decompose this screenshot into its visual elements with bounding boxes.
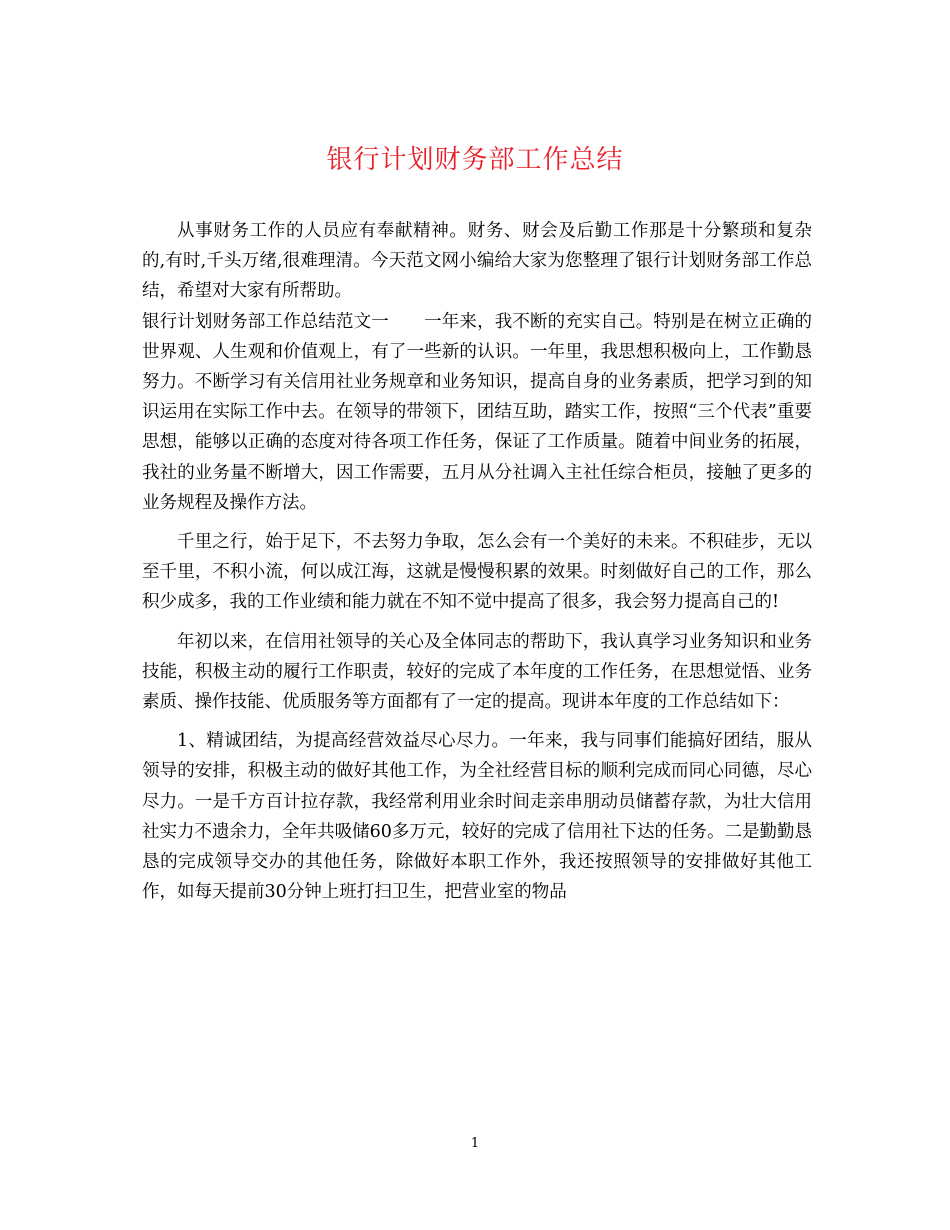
paragraph-sample-one: 银行计划财务部工作总结范文一 一年来，我不断的充实自己。特别是在树立正确的世界观、人生观和价值观上，有了一些新的认识。一年里，我思想积极向上，工作勤恳努力。不断学习有关信用社业务规章和业务知识，提高自身的业务素质，把学习到的知识运用在实际工作中去。在领导的带领下，团结互助，踏实工作，按照“三个代表”重要思想，能够以正确的态度对待各项工作任务，保证了工作质量。随着中间业务的拓展，我社的业务量不断增大，因工作需要，五月从分社调入主社任综合柜员，接触了更多的业务规程及操作方法。 (142, 311, 812, 513)
paragraph-point-one: 1、精诚团结，为提高经营效益尽心尽力。一年来，我与同事们能搞好团结，服从领导的安排，积极主动的做好其他工作，为全社经营目标的顺利完成而同心同德，尽心尽力。一是千方百计拉存款，我经常利用业余时间走亲串朋动员储蓄存款，为壮大信用社实力不遗余力，全年共吸储60多万元，较好的完成了信用社下达的任务。二是勤勤恳恳的完成领导交办的其他任务，除做好本职工作外，我还按照领导的安排做好其他工作，如每天提前30分钟上班打扫卫生，把营业室的物品 (142, 731, 812, 903)
paragraph-intro: 从事财务工作的人员应有奉献精神。财务、财会及后勤工作那是十分繁琐和复杂的,有时,千头万绪,很难理清。今天范文网小编给大家为您整理了银行计划财务部工作总结，希望对大家有所帮助。 (142, 221, 812, 302)
paragraph-progress: 千里之行，始于足下，不去努力争取，怎么会有一个美好的未来。不积硅步，无以至千里，不积小流，何以成江海，这就是慢慢积累的效果。时刻做好自己的工作，那么积少成多，我的工作业绩和能力就在不知不觉中提高了很多，我会努力提高自己的! (142, 532, 812, 613)
document-title: 银行计划财务部工作总结 (326, 145, 624, 175)
page-number: 1 (470, 1136, 480, 1151)
paragraph-year-summary: 年初以来，在信用社领导的关心及全体同志的帮助下，我认真学习业务知识和业务技能，积极主动的履行工作职责，较好的完成了本年度的工作任务，在思想觉悟、业务素质、操作技能、优质服务等方面都有了一定的提高。现讲本年度的工作总结如下： (142, 631, 812, 713)
document-body (142, 216, 812, 907)
